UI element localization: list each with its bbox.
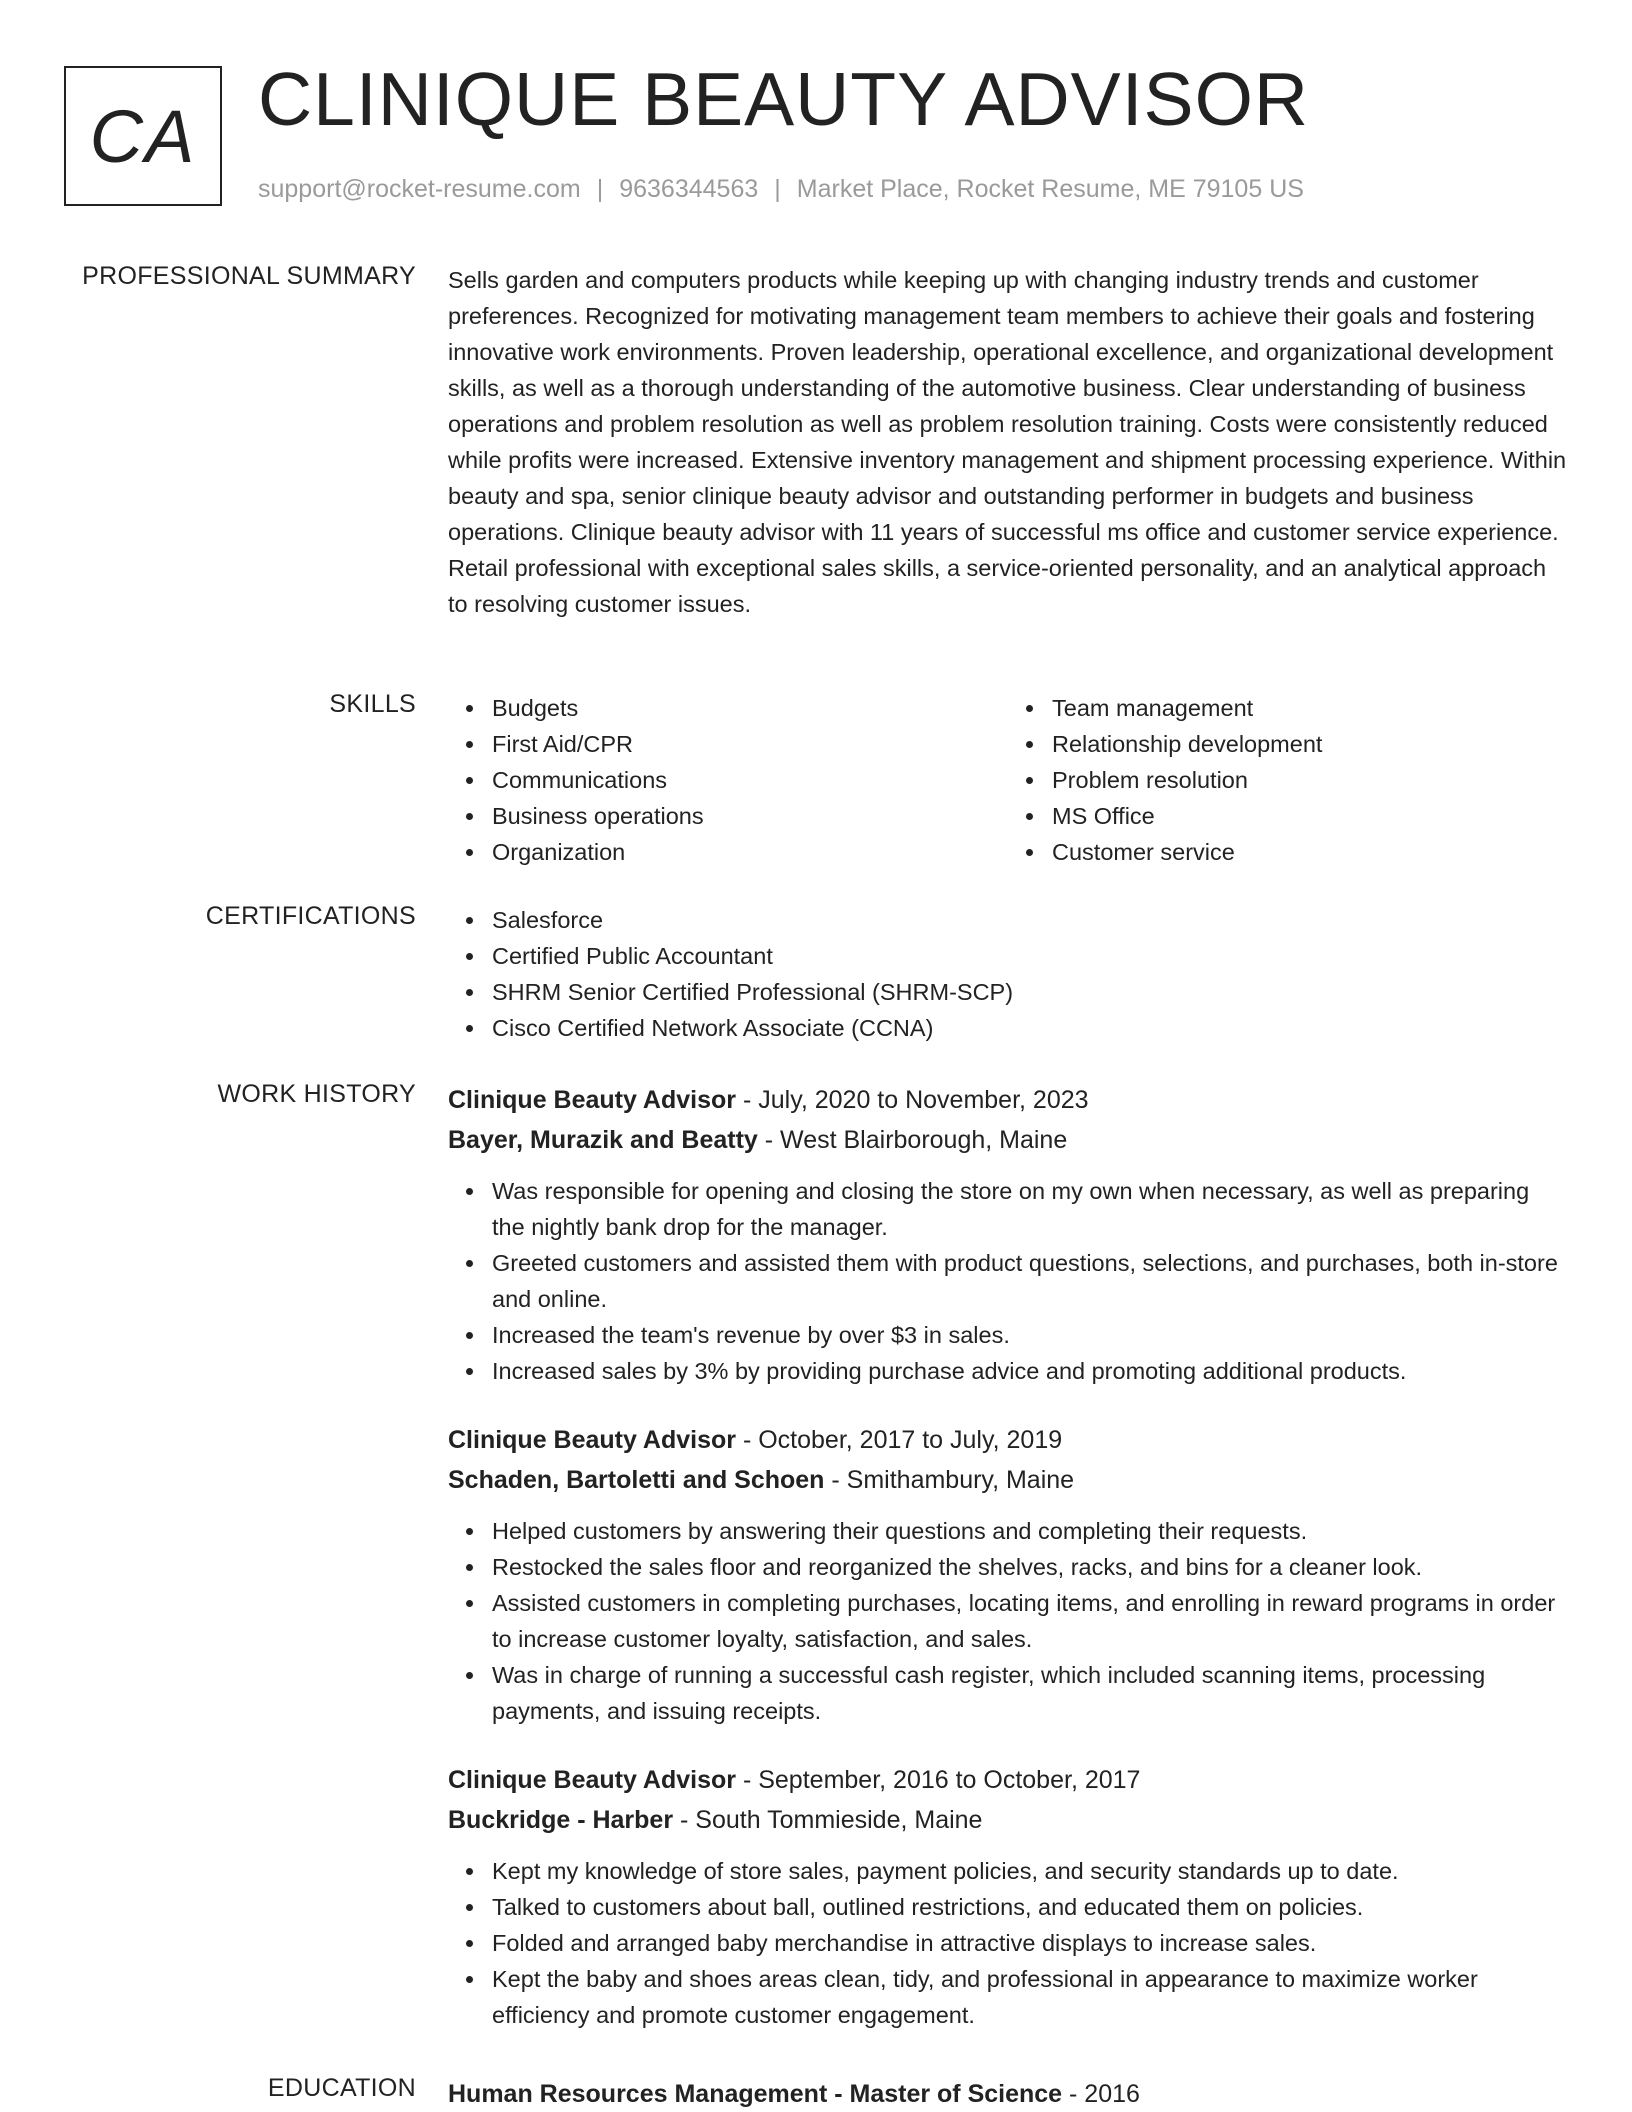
section-label-summary: PROFESSIONAL SUMMARY <box>82 262 416 290</box>
job-company-line <box>448 1460 1568 1500</box>
skill-item: Problem resolution <box>1052 762 1568 798</box>
skill-item: Relationship development <box>1052 726 1568 762</box>
skill-item: Customer service <box>1052 834 1568 870</box>
job-location: - South Tommieside, Maine <box>673 1806 983 1834</box>
job-company-line <box>448 1800 1568 1840</box>
job-bullet: Assisted customers in completing purchases, locating items, and enrolling in reward programs in order to increase customer loyalty, satisfaction, and sales. <box>492 1585 1568 1657</box>
job-dates: - July, 2020 to November, 2023 <box>736 1086 1089 1114</box>
skill-item: Business operations <box>492 798 1008 834</box>
job-entry <box>448 1080 1568 1389</box>
contact-email: support@rocket-resume.com <box>258 175 581 203</box>
resume-name: CLINIQUE BEAUTY ADVISOR <box>258 57 1310 141</box>
job-bullet: Kept my knowledge of store sales, payment policies, and security standards up to date. <box>492 1853 1568 1889</box>
summary-text: Sells garden and computers products while keeping up with changing industry trends and customer preferences. Recognized for motivating management team members to achieve their goals and fostering innovative work environments. Proven leadership, operational excellence, and organizational development skills, as well as a thorough understanding of the automotive business. Clear understanding of business operations and problem resolution as well as problem resolution training. Costs were consistently reduced while profits were increased. Extensive inventory management and shipment processing experience. Within beauty and spa, senior clinique beauty advisor and outstanding performer in budgets and business operations. Clinique beauty advisor with 11 years of successful ms office and customer service experience. Retail professional with exceptional sales skills, a service-oriented personality, and an analytical approach to resolving customer issues. <box>448 267 1567 617</box>
job-company-line <box>448 1120 1568 1160</box>
skill-item: Team management <box>1052 690 1568 726</box>
job-title: Clinique Beauty Advisor <box>448 1086 737 1114</box>
job-bullet: Greeted customers and assisted them with product questions, selections, and purchases, both in-store and online. <box>492 1245 1568 1317</box>
job-title: Clinique Beauty Advisor <box>448 1426 737 1454</box>
skill-item: First Aid/CPR <box>492 726 1008 762</box>
certifications-content <box>448 902 1568 1046</box>
job-bullet: Helped customers by answering their questions and completing their requests. <box>492 1513 1568 1549</box>
section-label-skills: SKILLS <box>329 690 416 718</box>
certifications-list <box>448 902 1568 1046</box>
job-entry <box>448 1420 1568 1729</box>
job-dates: - September, 2016 to October, 2017 <box>736 1766 1141 1794</box>
education-content <box>448 2074 1568 2112</box>
skills-list-left <box>448 690 1008 870</box>
contact-phone: 9636344563 <box>619 175 759 203</box>
job-bullets <box>448 1173 1568 1389</box>
section-label-work-history: WORK HISTORY <box>217 1080 416 1108</box>
job-title-line <box>448 1080 1568 1120</box>
education-line <box>448 2074 1568 2112</box>
job-title-line <box>448 1760 1568 1800</box>
job-entry <box>448 1760 1568 2033</box>
job-location: - Smithambury, Maine <box>824 1466 1075 1494</box>
section-label-certifications: CERTIFICATIONS <box>205 902 416 930</box>
skills-content <box>448 690 1568 870</box>
job-dates: - October, 2017 to July, 2019 <box>736 1426 1063 1454</box>
certification-item: SHRM Senior Certified Professional (SHRM-SCP) <box>492 974 1568 1010</box>
certification-item: Cisco Certified Network Associate (CCNA) <box>492 1010 1568 1046</box>
job-company: Schaden, Bartoletti and Schoen <box>448 1466 825 1494</box>
job-bullet: Restocked the sales floor and reorganized the shelves, racks, and bins for a cleaner look. <box>492 1549 1568 1585</box>
job-location: - West Blairborough, Maine <box>757 1126 1068 1154</box>
skill-item: MS Office <box>1052 798 1568 834</box>
education-degree: Human Resources Management - Master of Science <box>448 2080 1063 2108</box>
skill-item: Budgets <box>492 690 1008 726</box>
work-history-content <box>448 1080 1568 2064</box>
section-label-education: EDUCATION <box>267 2074 416 2102</box>
job-bullet: Was in charge of running a successful cash register, which included scanning items, processing payments, and issuing receipts. <box>492 1657 1568 1729</box>
job-bullet: Was responsible for opening and closing the store on my own when necessary, as well as preparing the nightly bank drop for the manager. <box>492 1173 1568 1245</box>
job-company: Bayer, Murazik and Beatty <box>448 1126 758 1154</box>
summary-content <box>448 262 1568 622</box>
contact-address: Market Place, Rocket Resume, ME 79105 US <box>796 175 1304 203</box>
job-title-line <box>448 1420 1568 1460</box>
monogram-logo: CA <box>64 66 222 206</box>
education-year: - 2016 <box>1062 2080 1140 2108</box>
job-bullet: Increased sales by 3% by providing purchase advice and promoting additional products. <box>492 1353 1568 1389</box>
job-bullet: Talked to customers about ball, outlined restrictions, and educated them on policies. <box>492 1889 1568 1925</box>
contact-line <box>258 175 1304 204</box>
job-bullet: Kept the baby and shoes areas clean, tidy, and professional in appearance to maximize worker efficiency and promote customer engagement. <box>492 1961 1568 2033</box>
contact-separator: | <box>774 175 781 203</box>
job-company: Buckridge - Harber <box>448 1806 674 1834</box>
skills-list-right <box>1008 690 1568 870</box>
job-bullets <box>448 1513 1568 1729</box>
contact-separator: | <box>596 175 604 203</box>
skill-item: Organization <box>492 834 1008 870</box>
certification-item: Salesforce <box>492 902 1568 938</box>
job-bullet: Folded and arranged baby merchandise in attractive displays to increase sales. <box>492 1925 1568 1961</box>
job-bullets <box>448 1853 1568 2033</box>
job-bullet: Increased the team's revenue by over $3 in sales. <box>492 1317 1568 1353</box>
certification-item: Certified Public Accountant <box>492 938 1568 974</box>
job-title: Clinique Beauty Advisor <box>448 1766 737 1794</box>
skill-item: Communications <box>492 762 1008 798</box>
